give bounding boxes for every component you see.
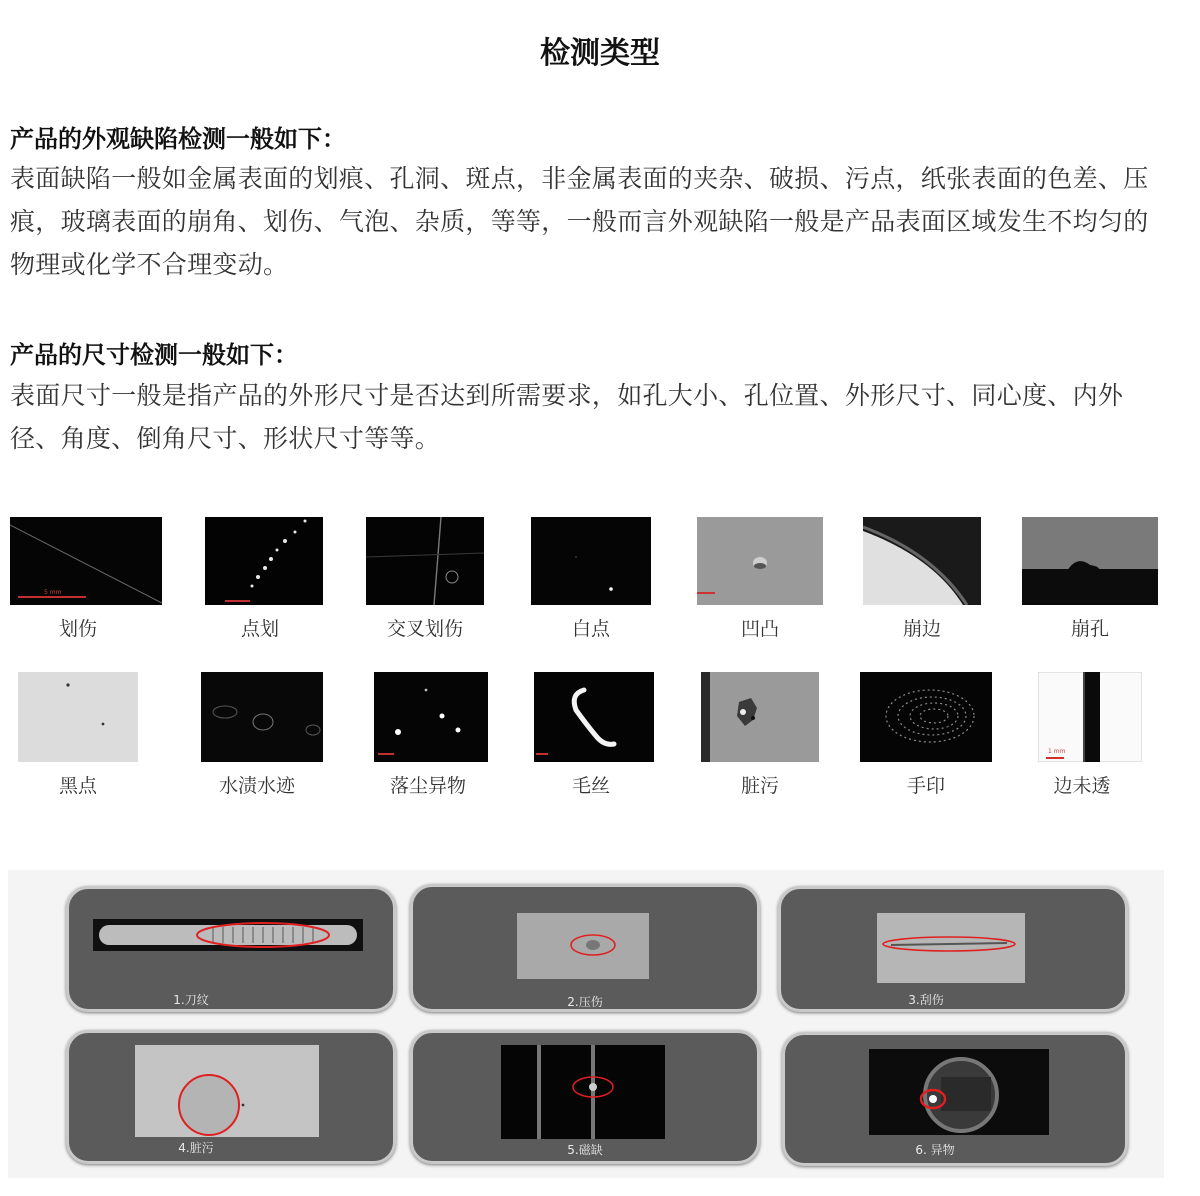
- defect-label: 水渍水迹: [218, 775, 295, 797]
- scale-label: 5 mm: [44, 589, 62, 596]
- dust-image: [374, 672, 488, 762]
- magnetic-defect-image: [501, 1045, 665, 1139]
- defect-label: 崩孔: [1070, 618, 1109, 640]
- dot-scratch-image: [205, 517, 323, 605]
- appearance-paragraph: 表面缺陷一般如金属表面的划痕、孔洞、斑点，非金属表面的夹杂、破损、污点，纸张表面的色差、压痕，玻璃表面的崩角、划伤、气泡、杂质，等等，一般而言外观缺陷一般是产品表面区域发生不均匀的物理或化学不合理变动。: [10, 164, 1149, 279]
- defect-label: 白点: [571, 618, 610, 640]
- scrape-image: [877, 913, 1025, 983]
- knife-mark-image: [93, 919, 363, 951]
- dent-image: [697, 517, 823, 605]
- panel-label: 4.脏污: [178, 1141, 214, 1155]
- black-dot-image: [18, 672, 138, 762]
- panel-scrape: [778, 886, 1128, 1012]
- press-damage-image: [517, 913, 649, 979]
- panel-label: 5.磁缺: [567, 1143, 603, 1157]
- dirt-panel-image: [135, 1045, 319, 1137]
- dimension-heading: 产品的尺寸检测一般如下：: [10, 340, 298, 369]
- dimension-paragraph: 表面尺寸一般是指产品的外形尺寸是否达到所需要求，如孔大小、孔位置、外形尺寸、同心度、内外径、角度、倒角尺寸、形状尺寸等等。: [10, 381, 1124, 453]
- hair-fiber-image: [534, 672, 654, 762]
- panel-label: 6. 异物: [915, 1143, 955, 1157]
- defect-label: 边未透: [1053, 775, 1111, 797]
- defect-label: 凹凸: [740, 618, 779, 640]
- fingerprint-image: [860, 672, 992, 762]
- panel-label: 1.刀纹: [173, 993, 209, 1007]
- edge-image: [1038, 672, 1142, 762]
- defect-label: 交叉划伤: [386, 618, 463, 640]
- scale-label: 1 mm: [1048, 748, 1066, 755]
- foreign-object-image: [869, 1049, 1049, 1135]
- dirt-image: [701, 672, 819, 762]
- appearance-heading: 产品的外观缺陷检测一般如下：: [10, 124, 346, 153]
- panel-press-damage: [410, 884, 760, 1012]
- defect-label: 黑点: [58, 775, 97, 797]
- defect-label: 落尘异物: [389, 775, 466, 797]
- defect-panels: [8, 870, 1164, 1178]
- defect-label: 崩边: [902, 618, 941, 640]
- panel-label: 2.压伤: [567, 995, 603, 1009]
- defect-label: 划伤: [58, 618, 97, 640]
- panel-label: 3.刮伤: [908, 993, 944, 1007]
- water-stain-image: [201, 672, 323, 762]
- panel-knife-mark: [66, 886, 396, 1012]
- panel-magnetic-defect: [410, 1030, 760, 1164]
- panel-foreign-object: [782, 1032, 1128, 1166]
- white-dot-image: [531, 517, 651, 605]
- chipped-edge-image: [863, 517, 981, 605]
- defect-label: 毛丝: [571, 775, 610, 797]
- page-title: 检测类型: [540, 36, 660, 71]
- defect-label: 点划: [240, 618, 279, 640]
- defect-label: 手印: [906, 775, 945, 797]
- chipped-hole-image: [1022, 517, 1158, 605]
- cross-scratch-image: [366, 517, 484, 605]
- scratch-image: [10, 517, 162, 605]
- defect-label: 脏污: [740, 775, 779, 797]
- panel-dirt: [66, 1030, 396, 1164]
